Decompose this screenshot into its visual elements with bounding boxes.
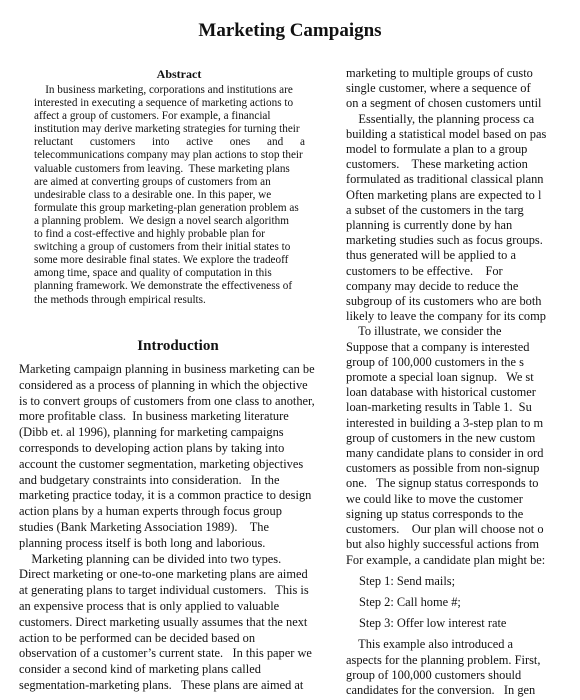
paragraph-line: we could like to move the customer — [346, 491, 523, 506]
paragraph-line: marketing studies such as focus groups. — [346, 233, 543, 248]
plan-step: Step 2: Call home #; — [359, 594, 461, 609]
paragraph-line: formulated as traditional classical plann — [346, 172, 544, 187]
paragraph-line: is to convert groups of customers from one class to another, — [19, 393, 315, 408]
paragraph-line: promote a special loan signup. We st — [346, 370, 534, 385]
abstract-line: undesirable class to a desirable one. In this paper, we — [34, 188, 272, 201]
paragraph-line: Suppose that a company is interested — [346, 339, 530, 354]
abstract-line: among time, space and quality of computation in this — [34, 267, 272, 280]
paragraph-line: Marketing planning can be divided into two types. — [19, 551, 282, 566]
abstract-line: institution may derive marketing strategies for turning their — [34, 123, 300, 136]
paragraph-line: an expensive process that is only applied to valuable — [19, 598, 280, 613]
paragraph-line: customers. Direct marketing usually assumes that the next — [19, 614, 308, 629]
paragraph-line: signing up status corresponds to the — [346, 506, 524, 521]
plan-step: Step 1: Send mails; — [359, 573, 456, 588]
paragraph-line: model to formulate a plan to a group — [346, 142, 528, 157]
page-title: Marketing Campaigns — [198, 20, 382, 41]
paragraph-line: This example also introduced a — [346, 637, 514, 652]
paragraph-line: many candidate plans to consider in ord — [346, 446, 544, 461]
paragraph-line: (Dibb et. al 1996), planning for marketing campaigns — [19, 425, 284, 440]
paragraph-line: action plans by a human experts through focus group — [19, 504, 282, 519]
paragraph-line: on a segment of chosen customers until — [346, 96, 542, 111]
abstract-heading: Abstract — [156, 67, 202, 81]
abstract-line: are aimed at converting groups of customers from an — [34, 175, 271, 188]
paragraph-line: customers as possible from non-signup — [346, 461, 540, 476]
abstract-line: formulate this group marketing-plan generation problem as — [34, 201, 299, 214]
right-column — [346, 66, 580, 700]
paragraph-line: a subset of the customers in the targ — [346, 202, 524, 217]
paragraph-line: marketing practice today, it is a common practice to design — [19, 488, 312, 503]
paragraph-line: and budgetary constraints into consideration. In the — [19, 472, 280, 487]
paragraph-line: planning is currently done by han — [346, 218, 513, 233]
paragraph-line: customers. These marketing action — [346, 157, 528, 172]
paragraph-line: likely to leave the company for its comp — [346, 309, 546, 324]
paragraph-line: consider a second kind of marketing plans called — [19, 662, 261, 677]
abstract-line: valuable customers from leaving. These marketing plans — [34, 162, 290, 175]
plan-step: Step 3: Offer low interest rate — [359, 616, 507, 631]
right-column-continuation — [346, 637, 580, 698]
paragraph-line: but also highly successful actions from — [346, 537, 540, 552]
abstract-line: the methods through empirical results. — [34, 293, 206, 306]
paragraph-line: customers to be effective. For — [346, 263, 503, 278]
paragraph-line: observation of a customer’s current state. In this paper we — [19, 646, 312, 661]
paragraph-line: customers. Our plan will choose not o — [346, 522, 544, 537]
abstract-line: some more desirable final states. We explore the tradeoff — [34, 254, 289, 267]
paragraph-line: account the customer segmentation, marketing objectives — [19, 456, 304, 471]
abstract-line: planning framework. We demonstrate the effectiveness of — [34, 280, 293, 293]
paragraph-line: group of 100,000 customers in the s — [346, 354, 524, 369]
paragraph-line: candidates for the conversion. In gen — [346, 682, 536, 697]
introduction-body — [19, 362, 337, 694]
paragraph-line: considered as a process of planning in which the objective — [19, 377, 308, 392]
paragraph-line: aspects for the planning problem. First, — [346, 652, 541, 667]
abstract-line: a planning problem. We design a novel search algorithm — [34, 214, 289, 227]
paragraph-line: building a statistical model based on pas — [346, 126, 547, 141]
paragraph-line: group of customers in the new custom — [346, 430, 536, 445]
paragraph-line: Direct marketing or one-to-one marketing plans are aimed — [19, 567, 308, 582]
abstract-line: affect a group of customers. For example, a financial — [34, 110, 271, 123]
paragraph-line: segmentation-marketing plans. These plans are aimed at — [19, 677, 304, 692]
paragraph-line: For example, a candidate plan might be: — [346, 552, 546, 567]
paragraph-line: single customer, where a sequence of — [346, 81, 531, 96]
paragraph-line: interested in building a 3-step plan to m — [346, 415, 544, 430]
paragraph-line: company may decide to reduce the — [346, 278, 519, 293]
abstract-line: to find a cost-effective and highly probable plan for — [34, 228, 265, 241]
right-column-paragraphs — [346, 66, 580, 568]
paragraph-line: corresponds to developing action plans by taking into — [19, 440, 285, 455]
paragraph-line: more profitable class. In business marketing literature — [19, 409, 289, 424]
abstract-line: reluctant customers into active ones and a — [34, 136, 305, 149]
paragraph-line: one. The signup status corresponds to — [346, 476, 539, 491]
paragraph-line: Marketing campaign planning in business marketing can be — [19, 362, 315, 376]
paragraph-line: Often marketing plans are expected to l — [346, 187, 542, 202]
paragraph-line: To illustrate, we consider the — [346, 324, 502, 339]
abstract-line: In business marketing, corporations and institutions are — [34, 84, 293, 96]
paragraph-line: at generating plans to target individual customers. This is — [19, 583, 309, 598]
plan-steps-list — [346, 574, 580, 632]
paragraph-line: loan database with historical customer — [346, 385, 536, 400]
paragraph-line: loan-marketing results in Table 1. Su — [346, 400, 532, 415]
paragraph-line: studies (Bank Marketing Association 1989). The — [19, 519, 269, 534]
paragraph-line: marketing to multiple groups of custo — [346, 66, 533, 80]
paragraph-line: group of 100,000 customers should — [346, 667, 522, 682]
abstract-line: interested in executing a sequence of marketing actions to — [34, 97, 294, 110]
paragraph-line: Essentially, the planning process ca — [346, 111, 535, 126]
paragraph-line: subgroup of its customers who are both — [346, 294, 542, 309]
paragraph-line: planning process itself is both long and laborious. — [19, 535, 266, 550]
paragraph-line: thus generated will be applied to a — [346, 248, 516, 263]
abstract-body — [34, 84, 325, 307]
abstract-line: switching a group of customers from their initial states to — [34, 241, 291, 254]
abstract-line: telecommunications company may plan actions to stop their — [34, 149, 303, 162]
paragraph-line: action to be performed can be decided based on — [19, 630, 256, 645]
introduction-heading: Introduction — [137, 338, 219, 354]
